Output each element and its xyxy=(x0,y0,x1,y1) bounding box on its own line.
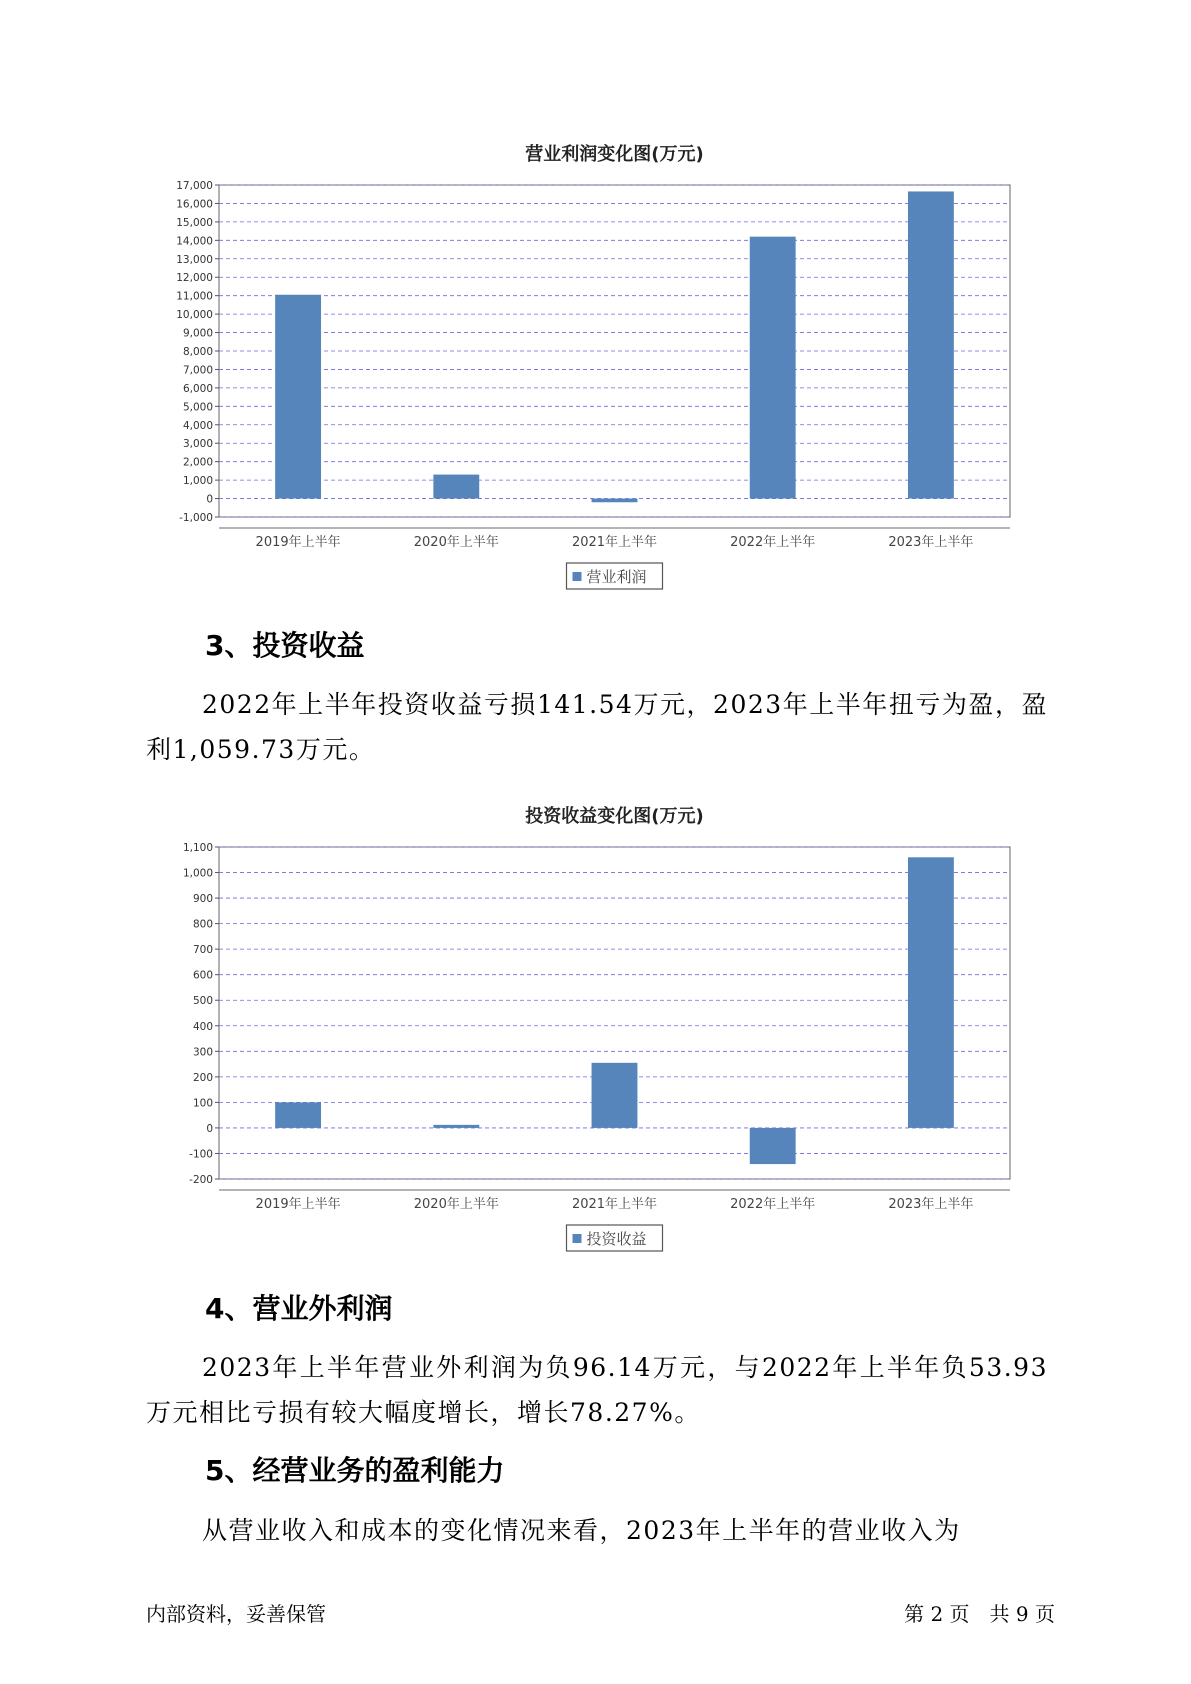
chart-title: 营业利润变化图(万元) xyxy=(525,144,704,165)
y-tick-label: 4,000 xyxy=(182,419,213,432)
y-tick-label: 900 xyxy=(192,893,213,906)
section-paragraph-profitability: 从营业收入和成本的变化情况来看，2023年上半年的营业收入为 xyxy=(202,1516,961,1545)
y-tick-label: 2,000 xyxy=(182,456,213,469)
y-tick-label: 500 xyxy=(192,995,213,1008)
y-tick-label: 1,100 xyxy=(182,842,213,854)
y-tick-label: 17,000 xyxy=(176,180,213,192)
bar xyxy=(750,237,796,499)
section-paragraph-investment-income: 2022年上半年投资收益亏损141.54万元，2023年上半年扭亏为盈，盈利1,059.73万元。 xyxy=(146,690,1048,764)
x-category-label: 2023年上半年 xyxy=(888,1197,974,1212)
plot-area xyxy=(219,847,1010,1179)
y-tick-label: 600 xyxy=(192,969,213,982)
bar xyxy=(592,499,638,503)
y-tick-label: 14,000 xyxy=(176,235,213,248)
y-tick-label: -100 xyxy=(189,1148,213,1161)
y-tick-label: 6,000 xyxy=(182,382,213,395)
bar xyxy=(592,1063,638,1128)
y-tick-label: 10,000 xyxy=(176,309,213,322)
y-tick-label: 11,000 xyxy=(176,290,213,303)
x-category-label: 2023年上半年 xyxy=(888,535,974,550)
bar xyxy=(908,191,954,498)
y-tick-label: 0 xyxy=(206,493,213,506)
x-category-label: 2021年上半年 xyxy=(571,535,658,550)
bar xyxy=(433,475,479,499)
section-heading-investment-income: 3、投资收益 xyxy=(205,629,365,662)
y-tick-label: 200 xyxy=(192,1071,213,1084)
investment-income-chart-svg xyxy=(0,797,1191,1257)
investment-income-chart xyxy=(0,797,1191,1257)
y-tick-label: 7,000 xyxy=(182,364,213,377)
section-heading-non-operating-profit: 4、营业外利润 xyxy=(205,1292,393,1325)
bar xyxy=(908,857,954,1128)
section-heading-profitability: 5、经营业务的盈利能力 xyxy=(205,1454,505,1487)
legend-swatch xyxy=(573,1234,582,1243)
bar xyxy=(275,1102,321,1128)
y-tick-label: -200 xyxy=(189,1174,213,1186)
operating-profit-chart-svg xyxy=(0,135,1191,595)
y-tick-label: 700 xyxy=(192,944,213,957)
x-category-label: 2019年上半年 xyxy=(255,1197,341,1212)
y-tick-label: 1,000 xyxy=(182,475,213,488)
y-tick-label: 3,000 xyxy=(182,438,213,451)
y-tick-label: 0 xyxy=(206,1122,213,1135)
y-tick-label: 9,000 xyxy=(182,327,213,340)
x-category-label: 2021年上半年 xyxy=(571,1197,658,1212)
bar xyxy=(275,295,321,499)
section-paragraph-non-operating-profit: 2023年上半年营业外利润为负96.14万元，与2022年上半年负53.93万元相比亏损有较大幅度增长，增长78.27%。 xyxy=(146,1353,1048,1427)
legend-swatch xyxy=(573,572,582,581)
y-tick-label: 16,000 xyxy=(176,198,213,211)
chart-title: 投资收益变化图(万元) xyxy=(525,806,704,827)
x-category-label: 2020年上半年 xyxy=(413,535,499,550)
y-tick-label: 400 xyxy=(192,1020,213,1033)
x-category-label: 2022年上半年 xyxy=(730,1197,816,1212)
y-tick-label: 8,000 xyxy=(182,346,213,358)
operating-profit-chart xyxy=(0,135,1191,595)
y-tick-label: 12,000 xyxy=(176,272,213,285)
footer-page-number: 第 2 页 共 9 页 xyxy=(904,1602,1055,1626)
y-tick-label: 300 xyxy=(192,1046,213,1059)
y-tick-label: 13,000 xyxy=(176,253,213,266)
bar xyxy=(750,1128,796,1164)
x-category-label: 2022年上半年 xyxy=(730,535,816,550)
y-tick-label: 15,000 xyxy=(176,216,213,229)
y-tick-label: 1,000 xyxy=(182,867,213,880)
y-tick-label: 100 xyxy=(192,1097,213,1110)
y-tick-label: -1,000 xyxy=(179,512,213,524)
bar xyxy=(433,1125,479,1128)
x-category-label: 2020年上半年 xyxy=(413,1197,499,1212)
y-tick-label: 5,000 xyxy=(182,401,213,414)
y-tick-label: 800 xyxy=(192,918,213,931)
x-category-label: 2019年上半年 xyxy=(255,535,341,550)
legend-label: 投资收益 xyxy=(586,1230,647,1248)
legend-label: 营业利润 xyxy=(586,568,647,586)
footer-confidential-note: 内部资料，妥善保管 xyxy=(146,1602,326,1626)
